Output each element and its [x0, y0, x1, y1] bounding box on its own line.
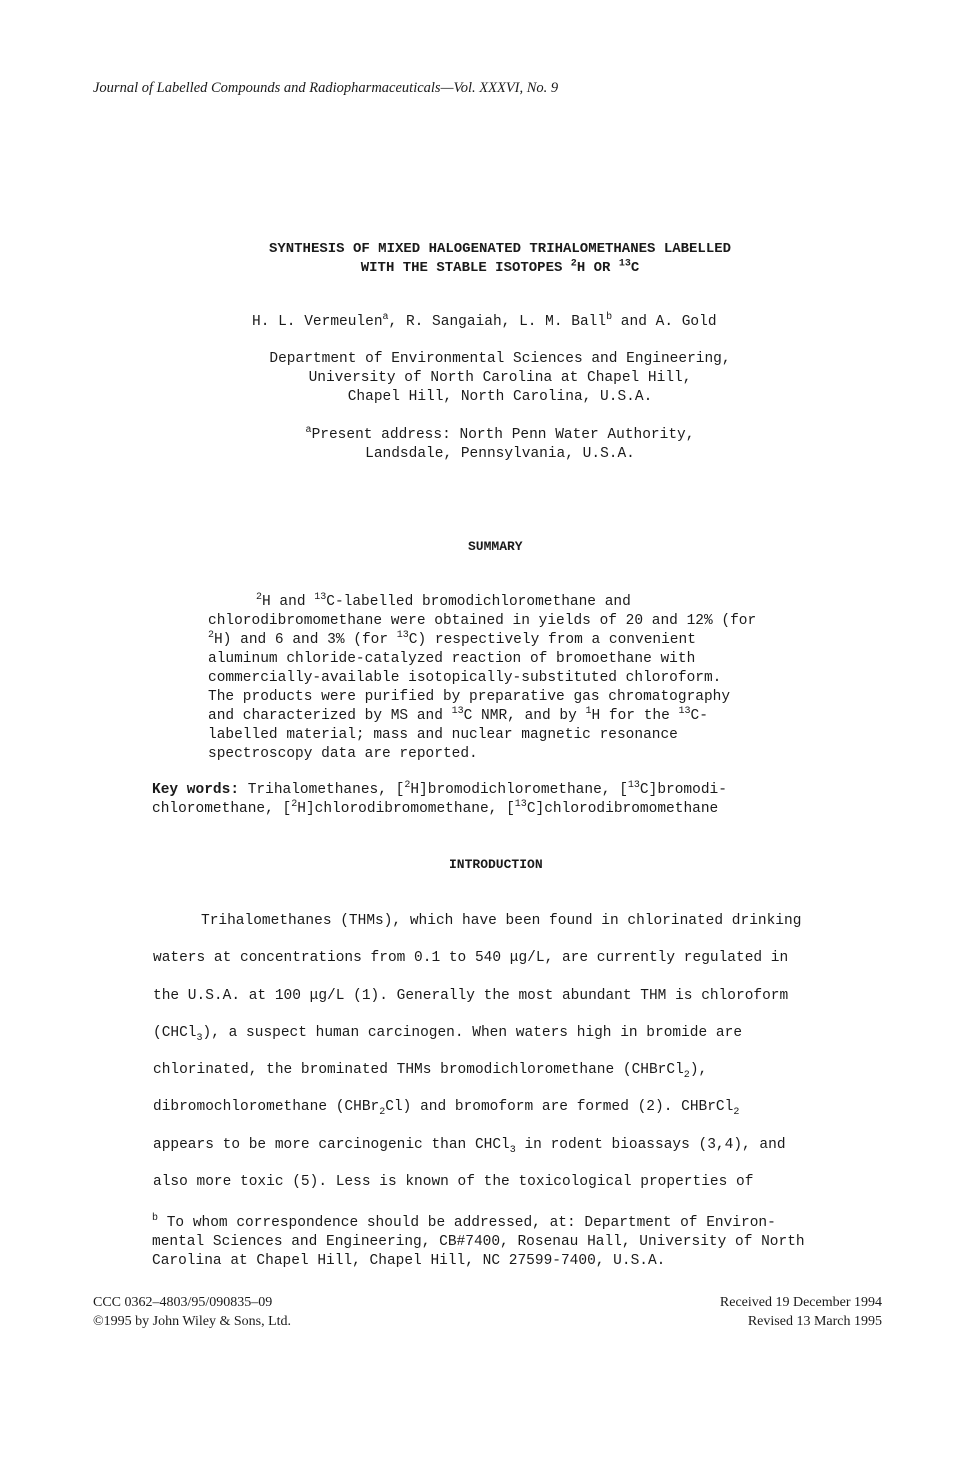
correspondence-footnote: $^b$ To whom correspondence should be addressed, at: Department of Environ- mental Sciences and Engineering, CB#7400, Rosenau Hall, University of North Carolina at Chapel Hill, Chapel Hill, NC 27599-7400, U.S.A.: [152, 1213, 805, 1269]
author-list: H. L. Vermeulen$^a$, R. Sangaiah, L. M. Ball$^b$ and A. Gold: [252, 312, 717, 330]
copyright: ©1995 by John Wiley & Sons, Ltd.: [93, 1314, 292, 1329]
intro-line-1: Trihalomethanes (THMs), which have been found in chlorinated drinking: [201, 913, 802, 929]
affiliation: Department of Environmental Sciences and Engineering, University of North Carolina at Chapel Hill, Chapel Hill, North Carolina, U.S.A.: [269, 351, 731, 405]
summary-text: $^2$H and $^{13}$C-labelled bromodichloromethane and chlorodibromomethane were obtained in yields of 20 and 12% (for $^2$H) and 6 and 3% (for $^{13}$C) respectively from a convenient aluminum chloride-catalyzed reaction of bromoethane with commercially-available isotopically-substituted chloroform. The products were purified by preparative gas chromatography and characterized by MS and $^{13}$C NMR, and by $^1$H for the $^{13}$C- labelled material; mass and nuclear magnetic resonance spectroscopy data are reported.: [208, 592, 757, 762]
intro-line-8: also more toxic (5). Less is known of the toxicological properties of: [153, 1174, 754, 1190]
keywords-label: Key words:: [152, 782, 240, 798]
intro-line-4: (CHCl$_3$), a suspect human carcinogen. When waters high in bromide are: [153, 1025, 743, 1044]
intro-line-7: appears to be more carcinogenic than CHCl$_3$ in rodent bioassays (3,4), and: [153, 1137, 786, 1156]
intro-line-6: dibromochloromethane (CHBr$_2$Cl) and bromoform are formed (2). CHBrCl$_2$: [153, 1099, 740, 1118]
journal-header: Journal of Labelled Compounds and Radiopharmaceuticals—Vol. XXXVI, No. 9: [93, 80, 559, 96]
intro-line-2: waters at concentrations from 0.1 to 540 μg/L, are currently regulated in: [153, 950, 789, 966]
title-line-1: SYNTHESIS OF MIXED HALOGENATED TRIHALOMETHANES LABELLED: [268, 241, 732, 257]
article-title: [150, 240, 850, 278]
title-line-2: WITH THE STABLE ISOTOPES $^2$H OR $^{13}$C: [360, 258, 640, 276]
present-address: $^a$Present address: North Penn Water Authority, Landsdale, Pennsylvania, U.S.A.: [305, 425, 695, 462]
intro-line-3: the U.S.A. at 100 μg/L (1). Generally the most abundant THM is chloroform: [153, 988, 789, 1004]
received-dates: Received 19 December 1994 Revised 13 March 1995: [719, 1295, 882, 1329]
introduction-heading: INTRODUCTION: [449, 857, 543, 872]
keywords: Key words: Trihalomethanes, [$^2$H]bromodichloromethane, [$^{13}$C]bromodi- chloromethane, [$^2$H]chlorodibromomethane, [$^{13}$C]chlorodibromomethane: [152, 780, 727, 817]
ccc-code: CCC 0362–4803/95/090835–09 ©1995 by John Wiley & Sons, Ltd.: [93, 1295, 292, 1329]
intro-line-5: chlorinated, the brominated THMs bromodichloromethane (CHBrCl$_2$),: [153, 1062, 708, 1081]
summary-heading: SUMMARY: [468, 539, 523, 554]
